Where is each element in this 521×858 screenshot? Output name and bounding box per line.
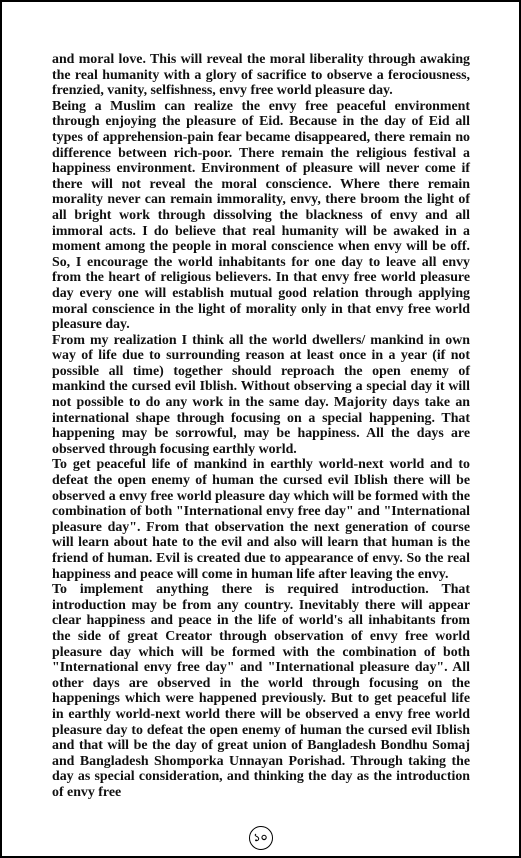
body-text	[52, 52, 470, 801]
paragraph-5: To implement anything there is required introduction. That introduction may be from any country. Inevitably there will appear clear happiness and peace in the life of world's all inhabitants from the side of great Creator through observation of envy free world pleasure day which will be formed with the combination of both "International envy free day" and "International pleasure day". All other days are observed in the world through focusing on the happenings which were happened previously. But to get peaceful life in earthly world-next world there will be observed a envy free world pleasure day to defeat the open enemy of human the cursed evil Iblish and that will be the day of great union of Bangladesh Bondhu Somaj and Bangladesh Shomporka Unnayan Porishad. Through taking the day as special consideration, and thinking the day as the introduction of envy free	[52, 582, 470, 800]
paragraph-4: To get peaceful life of mankind in earthly world-next world and to defeat the open enemy of human the cursed evil Iblish there will be observed a envy free world pleasure day which will be formed with the combination of both "International envy free day" and "International pleasure day". From that observation the next generation of course will learn about hate to the evil and also will learn that human is the friend of human. Evil is created due to appearance of envy. So the real happiness and peace will come in human life after leaving the envy.	[52, 457, 470, 582]
page-number: ১০	[249, 826, 273, 850]
paragraph-1: and moral love. This will reveal the moral liberality through awaking the real humanity with a glory of sacrifice to observe a ferociousness, frenzied, vanity, selfishness, envy free world pleasure day.	[52, 52, 470, 99]
paragraph-3: From my realization I think all the world dwellers/ mankind in own way of life due to surrounding reason at least once in a year (if not possible all time) together should reproach the open enemy of mankind the cursed evil Iblish. Without observing a special day it will not possible to do any work in the same day. Majority days take an international shape through focusing on a special happening. That happening may be sorrowful, may be happiness. All the days are observed through focusing earthly world.	[52, 332, 470, 457]
paragraph-2: Being a Muslim can realize the envy free peaceful environment through enjoying the pleasure of Eid. Because in the day of Eid all types of apprehension-pain fear became disappeared, there remain no difference between rich-poor. There remain the religious festival a happiness environment. Environment of pleasure will never come if there will not reveal the moral conscience. Where there remain morality never can remain immorality, envy, there broom the light of all bright work through dissolving the blackness of envy and all immoral acts. I do believe that real humanity will be awaked in a moment among the people in moral conscience when envy will be off. So, I encourage the world inhabitants for one day to leave all envy from the heart of religious believers. In that envy free world pleasure day every one will establish mutual good relation through applying moral conscience in the light of morality only in that envy free world pleasure day.	[52, 98, 470, 333]
